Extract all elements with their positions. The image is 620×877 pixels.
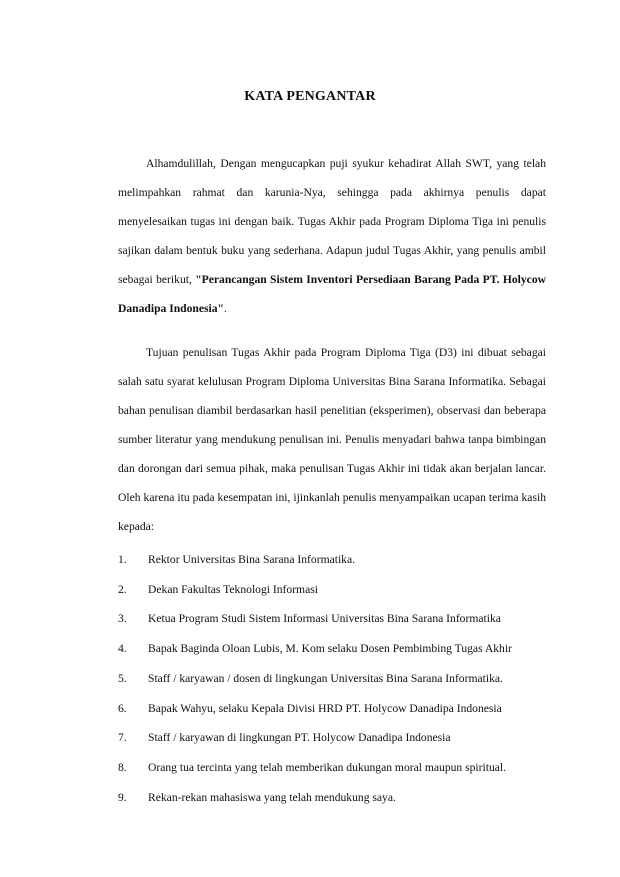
thesis-title: "Perancangan Sistem Inventori Persediaan Barang Pada PT. Holycow Danadipa Indonesia" bbox=[118, 273, 546, 315]
paragraph-intro bbox=[118, 149, 546, 323]
list-item-number: 9. bbox=[118, 790, 127, 804]
list-item-number: 1. bbox=[118, 553, 127, 566]
list-item bbox=[118, 783, 558, 813]
list-item-number: 2. bbox=[118, 582, 127, 596]
list-item-text: Rektor Universitas Bina Sarana Informatika. bbox=[148, 553, 356, 566]
list-item-number: 8. bbox=[118, 760, 127, 774]
paragraph-purpose: Tujuan penulisan Tugas Akhir pada Program Diploma Tiga (D3) ini dibuat sebagai salah satu syarat kelulusan Program Diploma Universitas Bina Sarana Informatika. Sebagai bahan penulisan diambil berdasarkan hasil penelitian (eksperimen), observasi dan beberapa sumber literatur yang mendukung penulisan ini. Penulis menyadari bahwa tanpa bimbingan dan dorongan dari semua pihak, maka penulisan Tugas Akhir ini tidak akan berjalan lancar. Oleh karena itu pada kesempatan ini, ijinkanlah penulis menyampaikan ucapan terima kasih kepada: bbox=[118, 346, 546, 533]
page-title: KATA PENGANTAR bbox=[244, 89, 376, 104]
list-item bbox=[118, 545, 558, 575]
list-item-number: 6. bbox=[118, 701, 127, 715]
list-item-number: 5. bbox=[118, 671, 127, 685]
list-item-number: 3. bbox=[118, 612, 127, 626]
list-item-text: Rekan-rekan mahasiswa yang telah mendukung saya. bbox=[148, 790, 396, 804]
list-item bbox=[118, 634, 558, 664]
list-item-text: Staff / karyawan di lingkungan PT. Holycow Danadipa Indonesia bbox=[148, 731, 451, 745]
list-item-number: 4. bbox=[118, 642, 127, 656]
paragraph-intro-text: Alhamdulillah, Dengan mengucapkan puji syukur kehadirat Allah SWT, yang telah melimpahkan rahmat dan karunia-Nya, sehingga pada akhirnya penulis dapat menyelesaikan tugas ini dengan baik. Tugas Akhir pada Program Diploma Tiga ini penulis sajikan dalam bentuk buku yang sederhana. Adapun judul Tugas Akhir, yang penulis ambil sebagai berikut, bbox=[118, 157, 546, 286]
list-item bbox=[118, 723, 558, 753]
paragraph-intro-end: . bbox=[224, 302, 227, 315]
list-item bbox=[118, 664, 558, 694]
list-item-text: Bapak Wahyu, selaku Kepala Divisi HRD PT. Holycow Danadipa Indonesia bbox=[148, 701, 502, 715]
list-item bbox=[118, 575, 558, 605]
list-item bbox=[118, 753, 558, 783]
list-item bbox=[118, 694, 558, 724]
list-item bbox=[118, 604, 558, 634]
list-item-text: Bapak Baginda Oloan Lubis, M. Kom selaku Dosen Pembimbing Tugas Akhir bbox=[148, 642, 512, 656]
acknowledgement-list bbox=[118, 545, 558, 812]
list-item-text: Ketua Program Studi Sistem Informasi Universitas Bina Sarana Informatika bbox=[148, 612, 501, 626]
list-item-text: Orang tua tercinta yang telah memberikan dukungan moral maupun spiritual. bbox=[148, 760, 507, 774]
list-item-number: 7. bbox=[118, 731, 127, 745]
list-item-text: Staff / karyawan / dosen di lingkungan Universitas Bina Sarana Informatika. bbox=[148, 671, 503, 685]
list-item-text: Dekan Fakultas Teknologi Informasi bbox=[148, 582, 318, 596]
